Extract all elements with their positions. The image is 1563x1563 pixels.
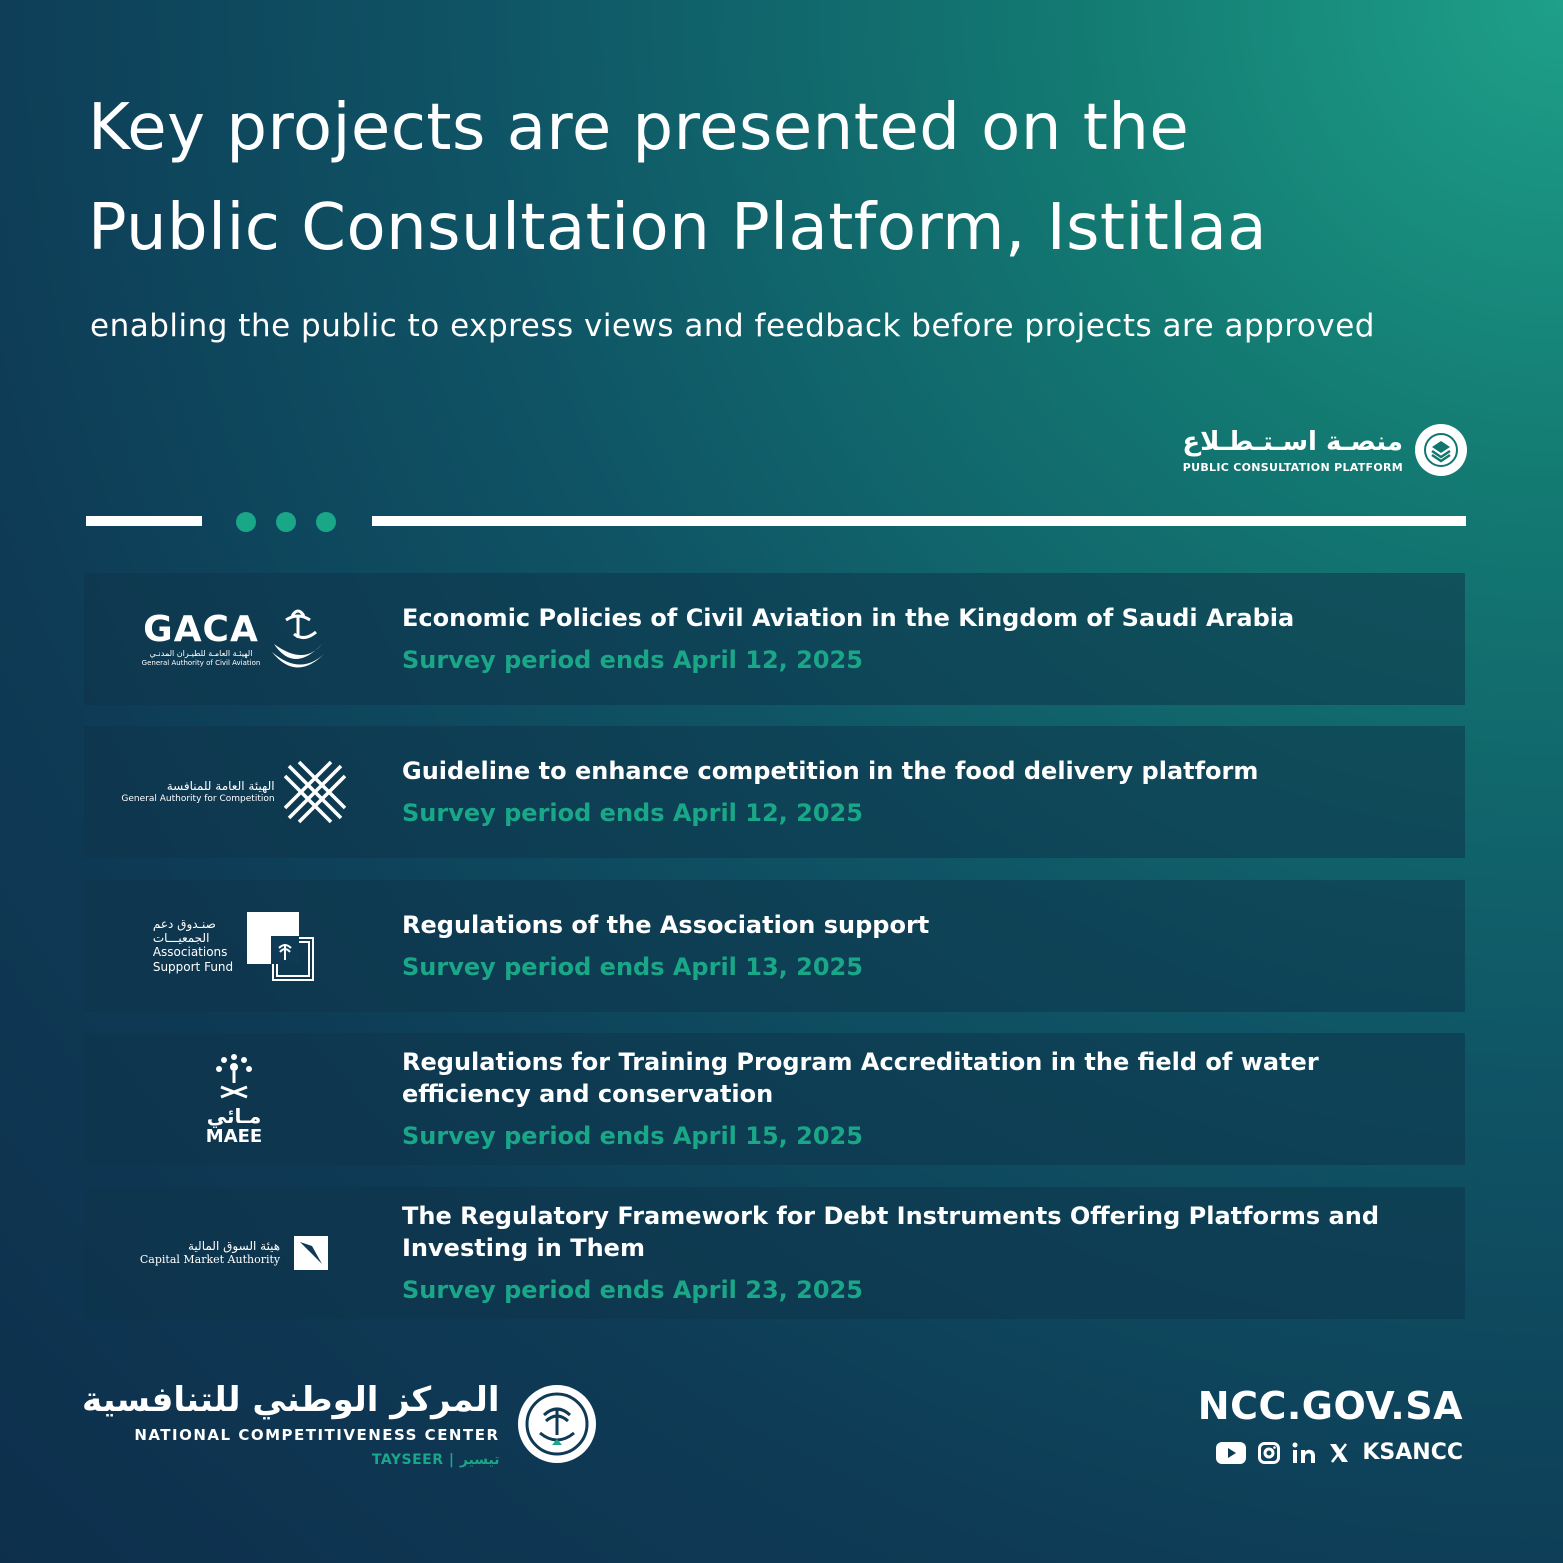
project-title: Economic Policies of Civil Aviation in the Kingdom of Saudi Arabia: [402, 604, 1295, 632]
platform-logo-arabic: منصـة اسـتـطـلاع: [1182, 426, 1403, 457]
maee-emblem-icon: [211, 1051, 257, 1101]
gac-logo-arabic: الهيئة العامة للمنافسة: [166, 779, 275, 793]
project-card[interactable]: [84, 1033, 1465, 1165]
title-line-1: Key projects are presented on the: [88, 91, 1190, 165]
instagram-icon[interactable]: [1258, 1442, 1280, 1464]
page-subtitle: enabling the public to express views and feedback before projects are approved: [90, 308, 1375, 344]
x-icon[interactable]: [1328, 1442, 1350, 1464]
ncc-logo-arabic: المركز الوطني للتنافسية: [82, 1380, 500, 1420]
layers-icon: [1415, 424, 1467, 476]
project-deadline: Survey period ends April 12, 2025: [402, 646, 863, 674]
page-title: [88, 78, 1388, 278]
project-card[interactable]: [84, 573, 1465, 705]
asf-logo-arabic-2: الجمعيـــات: [152, 931, 210, 945]
project-title: Regulations of the Association support: [402, 911, 930, 939]
gaca-logo: [84, 573, 384, 705]
gaca-emblem-icon: [264, 604, 326, 674]
cma-logo: [84, 1187, 384, 1319]
project-title: Regulations for Training Program Accreditation in the field of water efficiency and conservation: [402, 1048, 1319, 1108]
cma-logo-arabic: هيئة السوق المالية: [188, 1239, 281, 1253]
social-handle[interactable]: KSANCC: [1362, 1440, 1463, 1465]
maee-logo: [84, 1033, 384, 1165]
project-deadline: Survey period ends April 13, 2025: [402, 953, 863, 981]
gac-logo: [84, 726, 384, 858]
project-deadline: Survey period ends April 23, 2025: [402, 1276, 863, 1304]
gaca-logo-name: GACA: [143, 608, 259, 650]
project-card[interactable]: [84, 880, 1465, 1012]
gac-logo-english: General Authority for Competition: [121, 794, 275, 804]
ncc-logo: [82, 1380, 596, 1468]
asf-emblem-icon: [243, 910, 315, 982]
asf-logo-english-2: Support Fund: [152, 960, 234, 974]
project-card[interactable]: [84, 726, 1465, 858]
youtube-icon[interactable]: [1216, 1442, 1246, 1464]
platform-logo: [1182, 424, 1467, 476]
linkedin-icon[interactable]: [1292, 1442, 1316, 1464]
project-title: The Regulatory Framework for Debt Instruments Offering Platforms and Investing in Them: [402, 1202, 1379, 1262]
project-deadline: Survey period ends April 12, 2025: [402, 799, 863, 827]
asf-logo-arabic-1: صنـدوق دعم: [152, 917, 216, 931]
section-divider: [86, 512, 1466, 530]
gac-emblem-icon: [283, 760, 347, 824]
project-deadline: Survey period ends April 15, 2025: [402, 1122, 863, 1150]
asf-logo-english-1: Associations: [152, 945, 228, 959]
social-links: [1216, 1440, 1463, 1465]
ncc-tayseer: TAYSEER | تيسير: [371, 1452, 500, 1468]
ncc-logo-english: NATIONAL COMPETITIVENESS CENTER: [134, 1426, 500, 1444]
maee-logo-english: MAEE: [205, 1126, 263, 1147]
gaca-logo-english: General Authority of Civil Aviation: [141, 658, 261, 667]
maee-logo-arabic: مـائي: [206, 1104, 262, 1128]
cma-logo-english: Capital Market Authority: [139, 1253, 281, 1266]
platform-logo-english: PUBLIC CONSULTATION PLATFORM: [1182, 460, 1403, 474]
project-title: Guideline to enhance competition in the food delivery platform: [402, 757, 1259, 785]
gaca-logo-arabic: الهيئـة العامـة للطيـران المدنـي: [149, 648, 253, 658]
website-link[interactable]: NCC.GOV.SA: [1197, 1384, 1463, 1428]
asf-logo: [84, 880, 384, 1012]
title-line-2: Public Consultation Platform, Istitlaa: [88, 191, 1268, 265]
palm-emblem-icon: [518, 1385, 596, 1463]
project-card[interactable]: [84, 1187, 1465, 1319]
cma-emblem-icon: [294, 1236, 328, 1270]
